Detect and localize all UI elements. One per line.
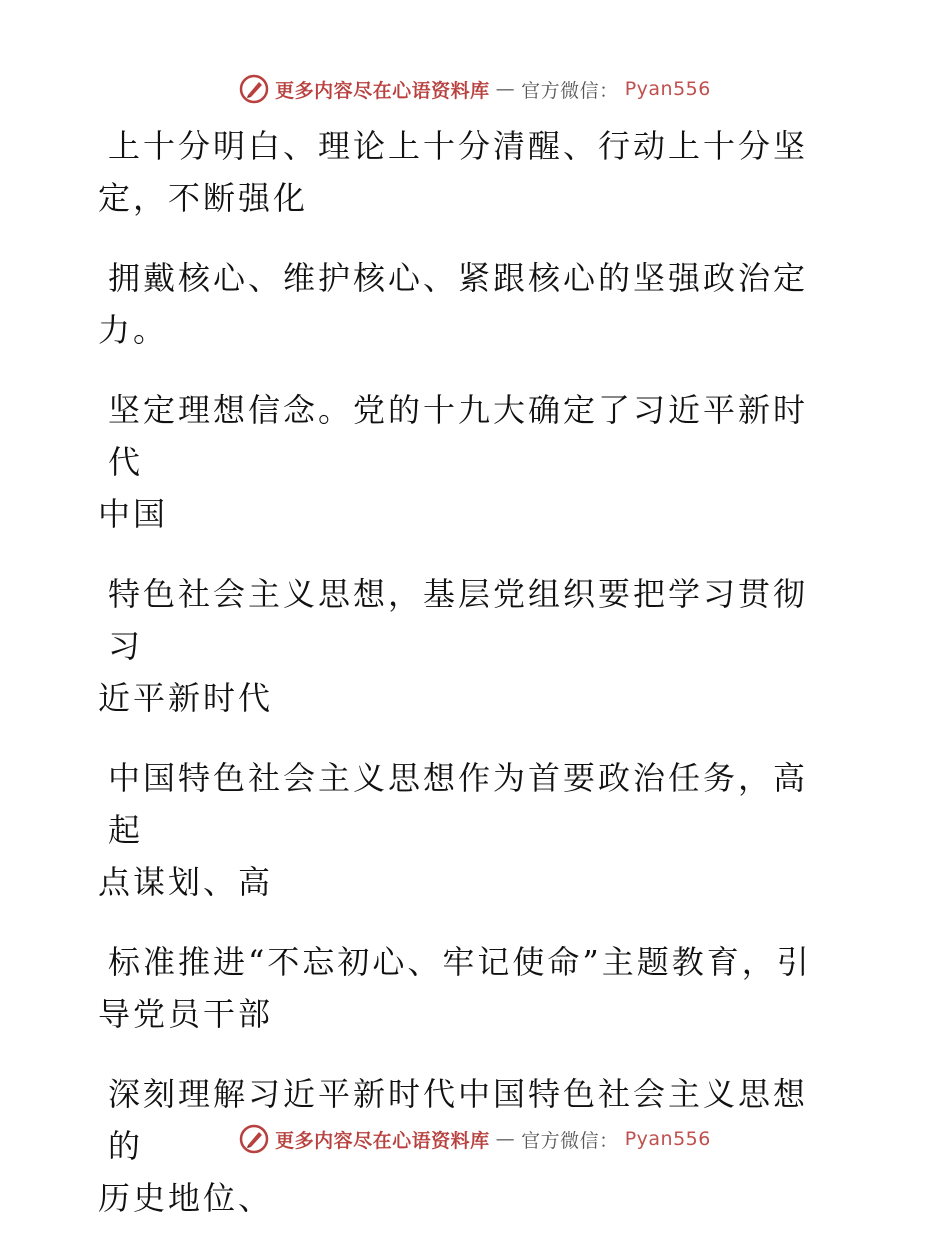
document-body: [98, 120, 828, 1252]
paragraph-line: 上十分明白、理论上十分清醒、行动上十分坚: [108, 127, 809, 165]
banner-wechat-id: Pyan556: [624, 1128, 711, 1150]
paragraph: [98, 752, 828, 908]
paragraph-line: 特色社会主义思想，基层党组织要把学习贯彻习: [108, 575, 809, 665]
header-banner: [0, 74, 950, 104]
paragraph-line: 近平新时代: [98, 679, 274, 717]
paragraph-line: 历史地位、: [98, 1179, 274, 1217]
paragraph-line: 中国特色社会主义思想作为首要政治任务，高起: [108, 759, 809, 849]
paragraph-line: 拥戴核心、维护核心、紧跟核心的坚强政治定: [108, 259, 809, 297]
pen-logo-icon: [239, 74, 269, 104]
paragraph-line: 深刻理解习近平新时代中国特色社会主义思想的: [108, 1075, 809, 1165]
banner-wechat-id: Pyan556: [624, 78, 711, 100]
banner-wechat-label: 官方微信：: [521, 1129, 619, 1152]
paragraph-line: 导党员干部: [98, 995, 274, 1033]
banner-separator: —: [495, 1128, 516, 1150]
paragraph: [98, 252, 828, 356]
paragraph-line: 坚定理想信念。党的十九大确定了习近平新时代: [108, 391, 809, 481]
paragraph: [98, 936, 828, 1040]
paragraph-line: 定，不断强化: [98, 179, 309, 217]
paragraph-line: 中国: [98, 495, 169, 533]
paragraph-line: 标准推进“不忘初心、牢记使命”主题教育，引: [108, 943, 812, 981]
pen-logo-icon: [239, 1124, 269, 1154]
banner-brand-text: 更多内容尽在心语资料库: [275, 1129, 490, 1152]
banner-wechat-label: 官方微信：: [521, 79, 619, 102]
paragraph: [98, 384, 828, 540]
banner-separator: —: [495, 78, 516, 100]
banner-brand-text: 更多内容尽在心语资料库: [275, 79, 490, 102]
paragraph-line: 力。: [98, 311, 169, 349]
paragraph: [98, 568, 828, 724]
footer-banner: [0, 1124, 950, 1154]
paragraph: [98, 120, 828, 224]
paragraph-line: 点谋划、高: [98, 863, 274, 901]
